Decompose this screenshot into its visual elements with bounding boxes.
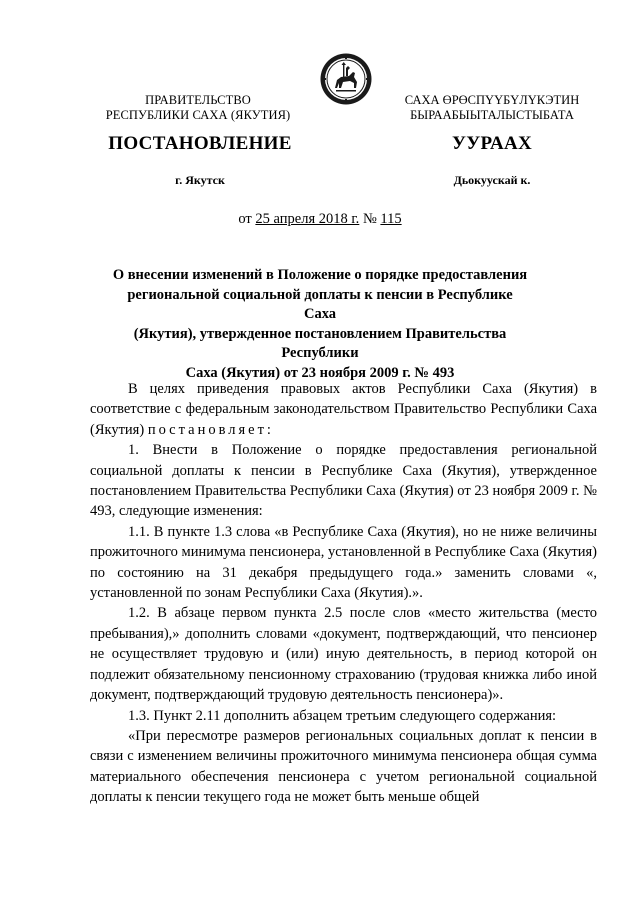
resolves-word: постановляет: xyxy=(147,421,274,438)
number-sign: № xyxy=(359,211,381,227)
subject-line: Саха (Якутия) от 23 ноября 2009 г. № 493 xyxy=(185,364,455,381)
document-type-yakut: УУРААХ xyxy=(451,133,533,154)
dateline-prefix: от xyxy=(238,211,256,227)
subject-line: О внесении изменений в Положение о порядке предоставления xyxy=(112,267,528,283)
gov-right-line2: БЫРААБЫЫТАЛЫСТЫБАТА xyxy=(410,108,574,122)
document-subject xyxy=(110,266,530,383)
paragraph-1: 1. Внести в Положение о порядке предоставления региональной социальной доплаты к пенсии в Республике Саха (Якутия), утвержденное постановлением Правительства Республики Саха (Якутия) от 23 ноября 2009 г. № 493, следующие изменения: xyxy=(90,442,597,520)
gov-left-line2: РЕСПУБЛИКИ САХА (ЯКУТИЯ) xyxy=(105,108,291,122)
paragraph-1-3-quote: «При пересмотре размеров региональных социальных доплат к пенсии в связи с изменением величины прожиточного минимума пенсионера общая сумма материального обеспечения пенсионера с учетом региональной социальной доплаты к пенсии текущего года не может быть меньше общей xyxy=(90,727,597,806)
city-yakut: Дьокуускай к. xyxy=(453,173,531,187)
intro-text: В целях приведения правовых актов Республики Саха (Якутия) в соответствие с федеральным законодательством Правительство Республики Саха (Якутия) xyxy=(90,381,597,438)
subject-line: (Якутия), утвержденное постановлением Правительства Республики xyxy=(133,325,507,361)
document-body xyxy=(90,379,597,808)
sakha-coat-of-arms-icon xyxy=(319,52,373,106)
paragraph-1-1: 1.1. В пункте 1.3 слова «в Республике Саха (Якутия), но не ниже величины прожиточного минимума пенсионера, установленной в Республике Саха (Якутия) по состоянию на 31 декабря предыдущего года.» заменить словами «, установленной по зонам Республики Саха (Якутия).». xyxy=(90,523,597,602)
city-russian: г. Якутск xyxy=(175,173,225,187)
gov-right-line1: САХА ӨРӨСПҮҮБҮЛҮКЭТИН xyxy=(404,93,580,107)
paragraph-1-3: 1.3. Пункт 2.11 дополнить абзацем третьим следующего содержания: xyxy=(128,707,557,724)
government-name-yakut xyxy=(392,93,592,123)
document-date: 25 апреля 2018 г. xyxy=(255,211,360,227)
paragraph-1-2: 1.2. В абзаце первом пункта 2.5 после слов «место жительства (место пребывания),» дополнить словами «документ, подтверждающий, что пенсионер не осуществляет трудовую и (или) иную деятельность, в период которой он подлежит обязательному пенсионному страхованию (трудовая книжка либо иной документ, подтверждающий трудовую деятельность пенсионера)». xyxy=(90,605,597,704)
document-number: 115 xyxy=(380,211,402,227)
intro-paragraph xyxy=(90,379,597,440)
document-type-russian: ПОСТАНОВЛЕНИЕ xyxy=(108,133,292,154)
document-dateline xyxy=(0,211,640,228)
government-name-russian xyxy=(98,93,298,123)
subject-line: региональной социальной доплаты к пенсии в Республике Саха xyxy=(127,286,513,322)
gov-left-line1: ПРАВИТЕЛЬСТВО xyxy=(145,93,251,107)
